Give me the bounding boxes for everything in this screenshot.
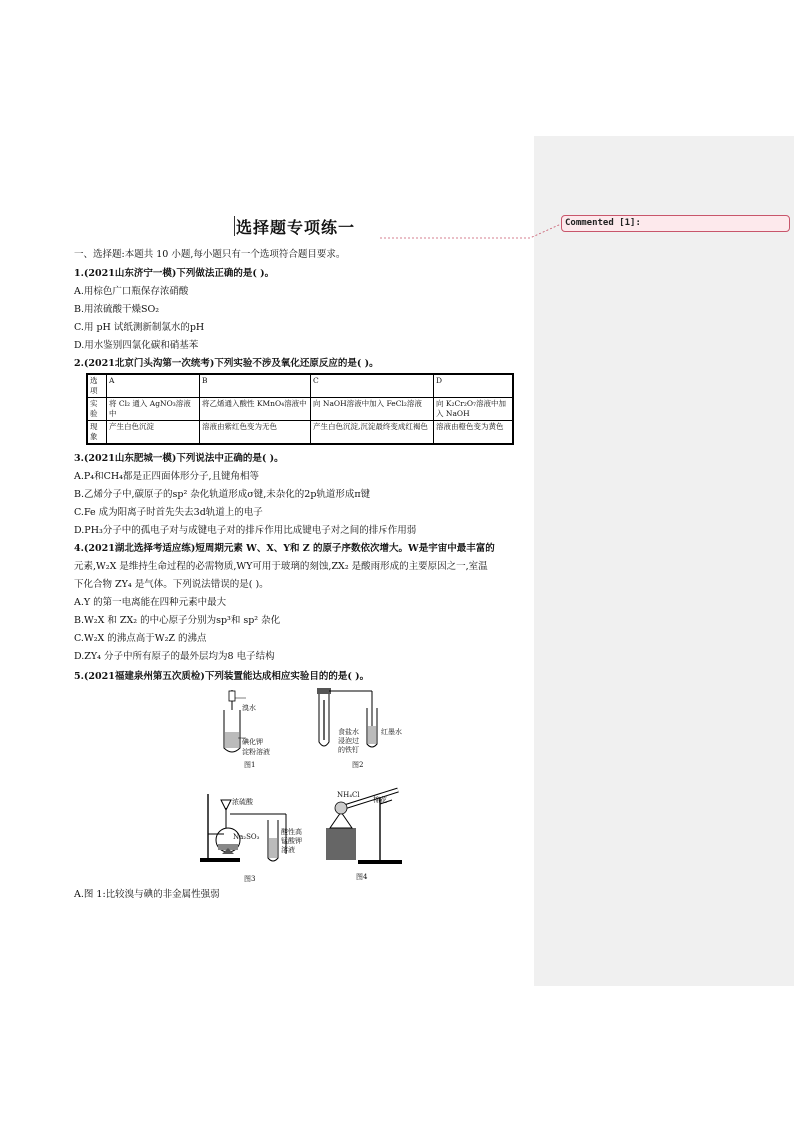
table-cell: 向 NaOH溶液中加入 FeCl₂溶液 bbox=[311, 398, 434, 421]
q3-option-d: D.PH₃分子中的孤电子对与成键电子对的排斥作用比成键电子对之间的排斥作用弱 bbox=[74, 525, 417, 536]
q4-stem-line-3: 下化合物 ZY₄ 是气体。下列说法错误的是( )。 bbox=[74, 579, 269, 590]
figure-1-label-solution: 碘化钾 bbox=[242, 738, 263, 746]
q2-stem: 2.(2021北京门头沟第一次统考)下列实验不涉及氧化还原反应的是( )。 bbox=[74, 358, 379, 369]
q4-option-c: C.W₂X 的沸点高于W₂Z 的沸点 bbox=[74, 633, 207, 644]
figure-3-caption: 图3 bbox=[244, 875, 256, 883]
comment-label: Commented [1]: bbox=[565, 218, 641, 228]
q1-stem: 1.(2021山东济宁一模)下列做法正确的是( )。 bbox=[74, 268, 275, 279]
table-cell: 将 Cl₂ 通入 AgNO₃溶液中 bbox=[107, 398, 200, 421]
figure-1-label-reagent: 溴水 bbox=[242, 704, 256, 712]
q5-option-a: A.图 1:比较溴与碘的非金属性强弱 bbox=[74, 889, 220, 900]
q1-option-d: D.用水鉴别四氯化碳和硝基苯 bbox=[74, 340, 199, 351]
table-row bbox=[87, 398, 513, 421]
figure-3-label-kmno4-1: 酸性高 bbox=[281, 828, 302, 836]
q3-option-c: C.Fe 成为阳离子时首先失去3d轨道上的电子 bbox=[74, 507, 263, 518]
figure-3-label-kmno4-3: 溶液 bbox=[281, 846, 295, 854]
table-cell: 现象 bbox=[87, 421, 107, 445]
q3-option-a: A.P₄和CH₄都是正四面体形分子,且键角相等 bbox=[74, 471, 259, 482]
figure-4-caption: 图4 bbox=[356, 873, 368, 881]
table-cell: 溶液由紫红色变为无色 bbox=[200, 421, 311, 445]
figure-4-label-cotton: 棉花 bbox=[373, 796, 387, 804]
table-cell: C bbox=[311, 374, 434, 398]
table-cell: 选项 bbox=[87, 374, 107, 398]
table-row bbox=[87, 374, 513, 398]
figure-1-label-solution-2: 淀粉溶液 bbox=[242, 748, 270, 756]
q1-option-a: A.用棕色广口瓶保存浓硝酸 bbox=[74, 286, 189, 297]
figure-4-label-nh4cl: NH₄Cl bbox=[337, 791, 360, 799]
comment-anchor-marker bbox=[234, 216, 235, 236]
q4-option-d: D.ZY₄ 分子中所有原子的最外层均为8 电子结构 bbox=[74, 651, 275, 662]
table-cell: 向 K₂Cr₂O₇溶液中加入 NaOH bbox=[434, 398, 514, 421]
table-cell: 产生白色沉淀 bbox=[107, 421, 200, 445]
table-cell: 溶液由橙色变为黄色 bbox=[434, 421, 514, 445]
q4-stem-line-2: 元素,W₂X 是维持生命过程的必需物质,WY可用于玻璃的刻蚀,ZX₂ 是酸雨形成的主要原因之一,室温 bbox=[74, 561, 488, 572]
figure-3-label-kmno4-2: 锰酸钾 bbox=[281, 837, 302, 845]
table-cell: 产生白色沉淀,沉淀最终变成红褐色 bbox=[311, 421, 434, 445]
q4-option-b: B.W₂X 和 ZX₂ 的中心原子分别为sp³和 sp² 杂化 bbox=[74, 615, 281, 626]
table-cell: B bbox=[200, 374, 311, 398]
table-cell: 实验 bbox=[87, 398, 107, 421]
q1-option-b: B.用浓硫酸干燥SO₂ bbox=[74, 304, 160, 315]
table-cell: 将乙烯通入酸性 KMnO₄溶液中 bbox=[200, 398, 311, 421]
figure-1-caption: 图1 bbox=[244, 761, 256, 769]
figure-2-label-red-ink: 红墨水 bbox=[381, 728, 402, 736]
figure-2-label-iron-nail: 的铁钉 bbox=[338, 746, 359, 754]
figure-4-apparatus bbox=[318, 784, 418, 866]
figure-3-label-sulfite: Na₂SO₃ bbox=[233, 833, 260, 841]
table-cell: A bbox=[107, 374, 200, 398]
q4-stem-line-1: 4.(2021湖北选择考适应练)短周期元素 W、X、Y和 Z 的原子序数依次增大。W是宇宙中最丰富的 bbox=[74, 543, 495, 554]
q2-experiment-table bbox=[86, 373, 514, 445]
figure-3-label-acid: 浓硫酸 bbox=[232, 798, 253, 806]
page-title: 选择题专项练一 bbox=[236, 218, 356, 237]
q5-stem: 5.(2021福建泉州第五次质检)下列装置能达成相应实验目的的是( )。 bbox=[74, 671, 370, 682]
q3-stem: 3.(2021山东肥城一模)下列说法中正确的是( )。 bbox=[74, 453, 284, 464]
section-intro: 一、选择题:本题共 10 小题,每小题只有一个选项符合题目要求。 bbox=[74, 249, 346, 260]
figure-2-caption: 图2 bbox=[352, 761, 364, 769]
figure-2-label-salt-water: 食盐水 bbox=[338, 728, 359, 736]
q1-option-c: C.用 pH 试纸测新制氯水的pH bbox=[74, 322, 205, 333]
figure-2-label-soaked: 浸泡过 bbox=[338, 737, 359, 745]
q4-option-a: A.Y 的第一电离能在四种元素中最大 bbox=[74, 597, 227, 608]
q3-option-b: B.乙烯分子中,碳原子的sp² 杂化轨道形成σ键,未杂化的2p轨道形成π键 bbox=[74, 489, 371, 500]
comment-balloon[interactable] bbox=[561, 215, 790, 232]
table-cell: D bbox=[434, 374, 514, 398]
table-row bbox=[87, 421, 513, 445]
